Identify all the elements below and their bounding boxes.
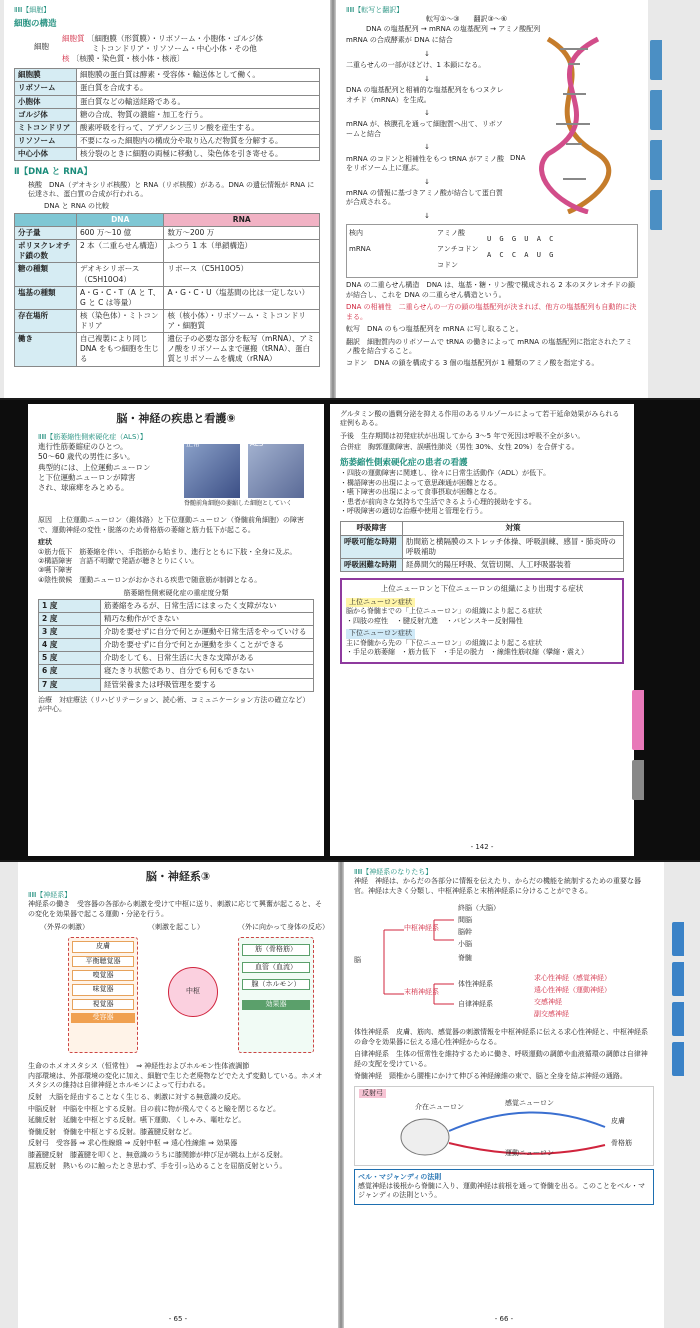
brain-label: 脳 (354, 956, 361, 965)
organelle-name: リボソーム (15, 82, 77, 95)
symptoms-title: 症状 (38, 538, 52, 547)
head-response: （外に向かって身体の反応） (238, 923, 329, 932)
autonomic-text: 自律神経系 生体の恒常性を維持するために働き、呼吸運動の調節や血液循環の調節は自律神経の支配を受けている。 (354, 1050, 648, 1068)
flow-steps: 転写①〜③ 翻訳③〜⑥ (426, 15, 508, 24)
table-row (15, 333, 320, 366)
severity-grade: 3 度 (39, 626, 101, 639)
table-row (15, 148, 320, 161)
table-row (15, 108, 320, 121)
reflex-item: 反射弓 受容器 ⇒ 求心性線維 ⇒ 反射中枢 ⇒ 遠心性線維 ⇒ 効果器 (28, 1139, 238, 1148)
organelle-name: ゴルジ体 (15, 108, 77, 121)
page-number: - 65 - (168, 1314, 188, 1323)
dna-label: DNA (510, 154, 526, 163)
lower-item: ・線維性筋収縮（攣縮・震え） (490, 648, 588, 657)
page-cell-biology (4, 0, 330, 398)
intro-text: 神経 神経は、からだの各部分に情報を伝えたり、からだの機能を統制するための重要な器官。神経は大きく分類し、中枢神経系と末梢神経系に分けることができる。 (354, 877, 641, 895)
table-header-cell: 呼吸障害 (341, 522, 403, 535)
table-row (15, 69, 320, 82)
sympathetic-label: 交感神経 (534, 998, 562, 1007)
cell-parts-tree (34, 34, 320, 64)
index-tab[interactable] (672, 922, 684, 956)
organelle-name: 中心小体 (15, 148, 77, 161)
als-photo (248, 444, 304, 498)
lower-item: ・手足の脱力 (442, 648, 484, 657)
nursing-item: ・嚥下障害の出現によって食事摂取が困難となる。 (340, 488, 501, 497)
pns-label: 末梢神経系 (404, 988, 439, 997)
right-intro: グルタミン酸の過剰分泌を抑える作用のあるリルゾールによって若干延命効果がみられる症例もある。 (340, 410, 620, 428)
section-tag: ⅡⅢ【神経系のなりたち】 (354, 868, 433, 876)
page-title: 脳・神経系③ (145, 870, 211, 883)
reflex-arc-diagram (354, 1086, 654, 1166)
homeostasis-title: 生命のホメオスタシス（恒常性） ⇒ 神経性およびホルモン性体液調節 (28, 1062, 250, 1071)
table-row (39, 639, 314, 652)
table-row (15, 309, 320, 332)
effector-box (238, 937, 314, 1053)
severity-desc: 介助を要せずに自分で何とか運動を歩くことができる (101, 639, 314, 652)
receptor-item: 嗅覚器 (72, 970, 134, 981)
page-nervous-structure (344, 862, 664, 1328)
index-tab[interactable] (672, 1002, 684, 1036)
page-als (28, 404, 324, 856)
reflex-item: 反射 大脳を経由することなく生じる、刺激に対する無意識の反応。 (28, 1093, 245, 1102)
mrna-label: mRNA (349, 245, 371, 254)
sensory-label: 求心性神経（感覚神経） (534, 974, 611, 983)
intro-line: と下位運動ニューロンが障害 (38, 472, 136, 482)
effector-item: 腺（ホルモン） (242, 979, 310, 990)
reflex-label-motor: 運動ニューロン (505, 1148, 554, 1157)
cerebrum-label: 終脳（大脳） (458, 904, 500, 913)
table-row (15, 121, 320, 134)
section-tag: ⅡⅢ【細胞】 (14, 6, 51, 14)
severity-grade: 1 度 (39, 599, 101, 612)
step-item: DNA の塩基配列と相補的な塩基配列をもつヌクレオチド（mRNA）を生成。 (346, 86, 504, 104)
organelle-desc: 細胞膜の蛋白質は酵素・受容体・輸送体として働く。 (77, 69, 320, 82)
table-cell: 2 本（二重らせん構造） (77, 240, 164, 263)
lower-item: ・筋力低下 (401, 648, 436, 657)
upper-item: ・腱反射亢進 (396, 616, 438, 625)
nucleus-inner-label: 核内 (349, 229, 363, 238)
page-title: 脳・神経の疾患と看護⑨ (116, 412, 236, 425)
index-tab[interactable] (650, 140, 662, 180)
step-item: mRNA の合成酵素が DNA に結合 (346, 36, 453, 45)
normal-photo (184, 444, 240, 498)
nursing-title: 筋萎縮性側索硬化症の患者の看護 (340, 457, 468, 468)
neuron-symptom-box (340, 578, 624, 664)
box-title: 上位ニューロンと下位ニューロンの組織により出現する症状 (380, 583, 584, 593)
severity-grade: 5 度 (39, 652, 101, 665)
step-list (346, 34, 508, 221)
intro-line: され、球麻痺をみとめる。 (38, 482, 129, 492)
complementary-note: DNA の相補性 二重らせんの一方の鎖の塩基配列が決まれば、他方の塩基配列も自動的に決まる。 (346, 303, 637, 321)
organelle-desc: 核分裂のときに細胞の両極に移動し、染色体を引き寄せる。 (77, 148, 320, 161)
homeostasis-text: 内部環境は、外部環境の変化に加え、細胞で生じた老廃物などでたえず変動している。ホメオスタシスの維持は自律神経とホルモンによって行われる。 (28, 1071, 323, 1090)
dna-rna-compare-table (14, 213, 320, 367)
somatic-label: 体性神経系 (458, 980, 493, 989)
table-header-cell: DNA (77, 213, 164, 226)
table-row (15, 263, 320, 286)
brainstem-label: 脳幹 (458, 928, 472, 937)
table-cell: 分子量 (15, 227, 77, 240)
down-arrow-icon: ↓ (424, 211, 430, 220)
index-tab[interactable] (650, 40, 662, 80)
nervous-flow-diagram (28, 923, 328, 1059)
table-cell: 核（染色体）・ミトコンドリア (77, 309, 164, 332)
reflex-label-muscle: 骨格筋 (611, 1138, 632, 1147)
lower-items (346, 648, 618, 657)
spinal-label: 脊髄 (458, 954, 472, 963)
table-cell: 働き (15, 333, 77, 366)
table-header-cell: RNA (164, 213, 320, 226)
table-cell: A・G・C・T（A と T、G と C は等量） (77, 286, 164, 309)
table-row (15, 240, 320, 263)
reflex-item: 脊髄反射 脊髄を中枢とする反射。膝蓋腱反射など。 (28, 1127, 196, 1136)
organelle-desc: 糖の合成、物質の濃縮・加工を行う。 (77, 108, 320, 121)
translation-note: 翻訳 細胞質内のリボソームで tRNA の働きによって mRNA の塩基配列に指定されたアミノ酸を結合すること。 (346, 337, 633, 355)
table-row (15, 95, 320, 108)
table-cell: 数万〜200 万 (164, 227, 320, 240)
organelle-desc: 酸素呼吸を行って、アデノシン三リン酸を産生する。 (77, 121, 320, 134)
head-stimulus: （外界の刺激） (40, 923, 89, 932)
organelle-table (14, 68, 320, 161)
table-cell: 存在場所 (15, 309, 77, 332)
helix-diagram (508, 34, 638, 214)
nursing-item: ・構語障害の出現によって意思疎通が困難となる。 (340, 478, 501, 487)
autonomic-label: 自律神経系 (458, 1000, 493, 1009)
upper-title: 上位ニューロン症状 (346, 598, 415, 607)
als-label: ALS (250, 440, 264, 449)
severity-desc: 介助をしても、日常生活に大きな支障がある (101, 652, 314, 665)
lower-desc: 主に脊髄から先の「下位ニューロン」の組織により起こる症状 (346, 638, 542, 647)
table-header-cell (15, 213, 77, 226)
receptor-item: 味覚器 (72, 984, 134, 995)
nursing-item: ・患者が前向きな気持ちで生活できるよう心理的援助をする。 (340, 497, 536, 506)
table-row (15, 82, 320, 95)
reflex-label-skin: 皮膚 (611, 1116, 625, 1125)
step-item: 二重らせんの一部がほどけ、1 本鎖になる。 (346, 61, 486, 70)
center-label: 中枢 (186, 987, 200, 996)
table-cell: デオキシリボース（C5H10O4） (77, 263, 164, 286)
normal-label: 正常 (186, 440, 200, 449)
nursing-item: ・四肢の運動障害に関連し、徐々に日常生活動作（ADL）が低下。 (340, 469, 551, 478)
upper-items (346, 617, 618, 626)
respiratory-table (340, 521, 624, 572)
section-tag: ⅡⅢ【筋萎縮性側索硬化症（ALS）】 (38, 432, 147, 441)
pink-sticky-tab[interactable] (632, 690, 644, 750)
ribosome-diagram (346, 224, 638, 278)
nursing-item: ・呼吸障害の適切な治療や使用と管理を行う。 (340, 506, 487, 515)
head-excite: （刺激を起こし） (148, 923, 204, 932)
dna-rna-intro: 核酸 DNA（デオキシリボ核酸）と RNA（リボ核酸）がある。DNA の遺伝情報が RNA に伝達され、蛋白質の合成が行われる。 (28, 180, 315, 199)
step-item: mRNA の情報に基づきアミノ酸が結合して蛋白質が合成される。 (346, 189, 503, 207)
bell-magendie-box (354, 1169, 654, 1205)
anticodon-label: アンチコドン (437, 245, 479, 254)
histology-photos (178, 442, 314, 512)
prognosis-text: 予後 生存期間は初発症状が出現してから 3〜5 年で死因は呼吸不全が多い。 (340, 431, 585, 440)
upper-item: ・四肢の痙性 (346, 616, 388, 625)
double-helix-note: DNA の二重らせん構造 DNA は、塩基・糖・リン酸で構成される 2 本のヌクレオチドの鎖が結合し、これを DNA の二重らせん構造という。 (346, 281, 635, 299)
receptor-item: 視覚器 (72, 999, 134, 1010)
nucleus-label: 核 (62, 54, 70, 64)
effector-item: 血管（血流） (242, 962, 310, 973)
receptor-item: 皮膚 (72, 941, 134, 952)
table-cell: 呼吸困難な時期 (341, 558, 403, 571)
table-row (15, 227, 320, 240)
parasympathetic-label: 副交感神経 (534, 1010, 569, 1019)
intro-lines (38, 442, 178, 512)
organelle-name: 小胞体 (15, 95, 77, 108)
table-cell: 肋間筋と横隔膜のストレッチ体操、呼吸訓練、感冒・肺炎時の呼吸補助 (403, 535, 624, 558)
severity-desc: 筋萎縮をみるが、日常生活にはまったく支障がない (101, 599, 314, 612)
codon-note: コドン DNA の鎖を構成する 3 個の塩基配列が 1 種類のアミノ酸を指定する。 (346, 359, 599, 368)
table-cell: 糖の種類 (15, 263, 77, 286)
compare-title: DNA と RNA の比較 (44, 201, 109, 210)
section-tag: ⅡⅢ【転写と翻訳】 (346, 6, 404, 14)
transcription-note: 転写 DNA のもつ塩基配列を mRNA に写し取ること。 (346, 325, 523, 334)
table-row (39, 678, 314, 691)
cause-text: 原因 上位運動ニューロン（錐体路）と下位運動ニューロン（脊髄前角細胞）の障害で、運動神経の変性・脱落のため骨格筋の萎縮と筋力低下が起こる。 (38, 516, 304, 534)
down-arrow-icon: ↓ (424, 177, 430, 186)
amino-label: アミノ酸 (437, 229, 465, 238)
severity-desc: 経管栄養または呼吸管理を要する (101, 678, 314, 691)
table-header-cell: 対策 (403, 522, 624, 535)
intro-line: 進行性筋萎縮症のひとつ。 (38, 442, 128, 452)
table-cell: A・G・C・U（塩基間の比は一定しない） (164, 286, 320, 309)
effector-item: 筋（骨格筋） (242, 944, 310, 955)
dna-helix-graphic (508, 34, 638, 214)
spread-2 (0, 400, 700, 860)
table-cell: リボース（C5H10O5） (164, 263, 320, 286)
diencephalon-label: 間脳 (458, 916, 472, 925)
cell-label: 細胞 (34, 41, 49, 51)
organelle-desc: 不要になった細胞内の構成分や取り込んだ物質を分解する。 (77, 134, 320, 147)
table-cell: 自己複製により同じ DNA をもつ細胞を生じる (77, 333, 164, 366)
table-cell: 核（核小体）・リボソーム・ミトコンドリア・細胞質 (164, 309, 320, 332)
receptor-item: 平衡聴覚器 (72, 956, 134, 967)
upper-desc: 脳から脊髄までの「上位ニューロン」の組織により起こる症状 (346, 607, 542, 616)
treatment-text: 治療 対症療法（リハビリテーション、読心術、コミュニケーション方法の確立など）が中心。 (38, 695, 310, 714)
reflex-list (28, 1093, 328, 1171)
table-cell: 遺伝子の必要な部分を転写（mRNA）、アミノ酸をリボソームまで運搬（tRNA）、蛋白質とリボソームを構成（rRNA） (164, 333, 320, 366)
severity-grade: 6 度 (39, 665, 101, 678)
bell-text: 感覚神経は後根から脊髄に入り、運動神経は前根を通って脊髄を出る。このことをベル・マジャンディの法則という。 (358, 1181, 645, 1200)
nervous-tree (354, 900, 654, 1028)
section-heading: 細胞の構造 (14, 19, 57, 30)
page-nervous-system (18, 862, 338, 1328)
lower-title: 下位ニューロン症状 (346, 629, 415, 638)
down-arrow-icon: ↓ (424, 74, 430, 83)
organelle-name: 細胞膜 (15, 69, 77, 82)
symptom-item: ④陰性徴候 運動ニューロンがおかされる疾患で随意筋が制御となる。 (38, 575, 262, 584)
somatic-text: 体性神経系 皮膚、筋肉、感覚器の刺激情報を中枢神経系に伝える求心性神経と、中枢神経系の命令を効果器に伝える遠心性神経からなる。 (354, 1028, 648, 1046)
table-row (341, 558, 624, 571)
codon-seq: A C C A U G (487, 251, 556, 260)
section-tag: ⅡⅢ【神経系】 (28, 890, 72, 899)
cytoplasm-items: 〔細胞膜（形質膜）・リボソーム・小胞体・ゴルジ体 (86, 33, 263, 43)
symptom-item: ②構語障害 言語不明瞭で発語が聴きとりにくい。 (38, 557, 199, 566)
intro-line: 50〜60 歳代の男性に多い。 (38, 452, 135, 462)
complication-text: 合併症 胸郭運動障害、誤嚥性肺炎（男性 30%、女性 20%）を合併する。 (340, 443, 579, 452)
nursing-list (340, 469, 624, 516)
down-arrow-icon: ↓ (424, 49, 430, 58)
symptom-item: ①筋力低下 筋萎縮を伴い、手指筋から始まり、進行とともに下肢・全身に及ぶ。 (38, 547, 297, 556)
organelle-desc: 蛋白質を合成する。 (77, 82, 320, 95)
lower-item: ・手足の筋萎縮 (346, 648, 395, 657)
severity-grade: 7 度 (39, 678, 101, 691)
severity-desc: 精巧な動作ができない (101, 612, 314, 625)
intro-text: 神経系の働き 受容器の各部から刺激を受けて中枢に送り、刺激に応じて興奮が起こると、その変化を効果器で起こる運動・分泌を行う。 (28, 900, 322, 918)
severity-desc: 寝たきり状態であり、自分でも何もできない (101, 665, 314, 678)
table-row (15, 286, 320, 309)
table-cell: 600 万〜10 億 (77, 227, 164, 240)
table-row (341, 535, 624, 558)
page-number: - 66 - (494, 1314, 514, 1323)
spinal-text: 脊髄神経 頸椎から腰椎にかけて伸びる神経線維の束で、脳と全身を結ぶ神経の通路。 (354, 1072, 627, 1081)
step-item: mRNA のコドンと相補性をもつ tRNA がアミノ酸をリボソーム上に運ぶ。 (346, 154, 505, 173)
photo-caption: 脊髄前角細胞の萎縮した細胞としていく (184, 500, 293, 508)
reflex-label-interneuron: 介在ニューロン (415, 1102, 464, 1111)
dna-rna-heading: Ⅱ【DNA と RNA】 (14, 167, 93, 178)
page-number: - 142 - (470, 842, 494, 851)
cytoplasm-items-2: ミトコンドリア・リソソーム・中心小体・その他 (92, 44, 257, 54)
reflex-item: 中脳反射 中脳を中枢とする反射。目の前に物が飛んでくると瞼を閉じるなど。 (28, 1104, 280, 1113)
severity-title: 筋萎縮性側索硬化症の重症度分類 (123, 589, 229, 598)
severity-table (38, 599, 314, 692)
anticodon-seq: U G G U A C (487, 235, 556, 244)
table-row (39, 599, 314, 612)
nucleus-items: 〔核膜・染色質・核小体・核液〕 (71, 54, 185, 64)
codon-label: コドン (437, 261, 458, 270)
index-tab[interactable] (632, 760, 644, 800)
table-cell: 呼吸可能な時期 (341, 535, 403, 558)
table-header-row (341, 522, 624, 535)
effector-box-label: 効果器 (242, 1000, 310, 1009)
symptom-item: ③嚥下障害 (38, 566, 73, 575)
severity-grade: 2 度 (39, 612, 101, 625)
reflex-item: 屈筋反射 熱いものに触ったとき思わず、手を引っ込めることを屈筋反射という。 (28, 1162, 287, 1171)
table-row (39, 626, 314, 639)
step-item: mRNA が、核膜孔を通って細胞質へ出て、リボソームと結合 (346, 120, 503, 138)
table-cell: ふつう 1 本（単鎖構造） (164, 240, 320, 263)
cns-label: 中枢神経系 (404, 924, 439, 933)
flow-line: DNA の塩基配列 → mRNA の塩基配列 → アミノ酸配列 (366, 24, 541, 33)
motor-label: 遠心性神経（運動神経） (534, 986, 611, 995)
table-cell: 塩基の種類 (15, 286, 77, 309)
reflex-label-sensory: 感覚ニューロン (505, 1098, 554, 1107)
cytoplasm-label: 細胞質 (62, 33, 85, 43)
severity-desc: 介助を要せずに自分で何とか運動や日常生活をやっていける (101, 626, 314, 639)
center-circle (168, 967, 218, 1017)
reflex-item: 膝蓋腱反射 膝蓋腱を叩くと、無意識のうちに膝関節が伸び足が跳ね上がる反射。 (28, 1150, 287, 1159)
table-cell: 経鼻間欠的陽圧呼吸、気管切開、人工呼吸器装着 (403, 558, 624, 571)
organelle-desc: 蛋白質などの輸送経路である。 (77, 95, 320, 108)
bell-title: ベル・マジャンディの法則 (358, 1172, 442, 1181)
reflex-box-title: 反射弓 (359, 1089, 386, 1098)
down-arrow-icon: ↓ (424, 143, 430, 152)
table-row (39, 665, 314, 678)
table-cell: ポリヌクレオチド鎖の数 (15, 240, 77, 263)
spread-1 (0, 0, 700, 398)
tree-lines (354, 900, 654, 1028)
down-arrow-icon: ↓ (424, 108, 430, 117)
reflex-item: 延髄反射 延髄を中枢とする反射。嚥下運動、くしゃみ、嘔吐など。 (28, 1116, 246, 1125)
spread-3 (0, 862, 700, 1328)
page-transcription (336, 0, 648, 398)
index-tab[interactable] (650, 90, 662, 130)
table-header-row (15, 213, 320, 226)
symptom-list (38, 548, 314, 586)
table-row (39, 652, 314, 665)
table-row (39, 612, 314, 625)
organelle-name: ミトコンドリア (15, 121, 77, 134)
index-tab[interactable] (672, 1042, 684, 1076)
index-tab[interactable] (672, 962, 684, 996)
page-als-nursing (330, 404, 634, 856)
index-tab[interactable] (650, 190, 662, 230)
receptor-box (68, 937, 138, 1053)
table-row (15, 134, 320, 147)
severity-grade: 4 度 (39, 639, 101, 652)
receptor-box-label: 受容器 (71, 1013, 135, 1022)
organelle-name: リソソーム (15, 134, 77, 147)
cerebellum-label: 小脳 (458, 940, 472, 949)
intro-line: 典型的には、上位運動ニューロン (38, 462, 151, 472)
upper-item: ・バビンスキー反射陽性 (446, 616, 523, 625)
